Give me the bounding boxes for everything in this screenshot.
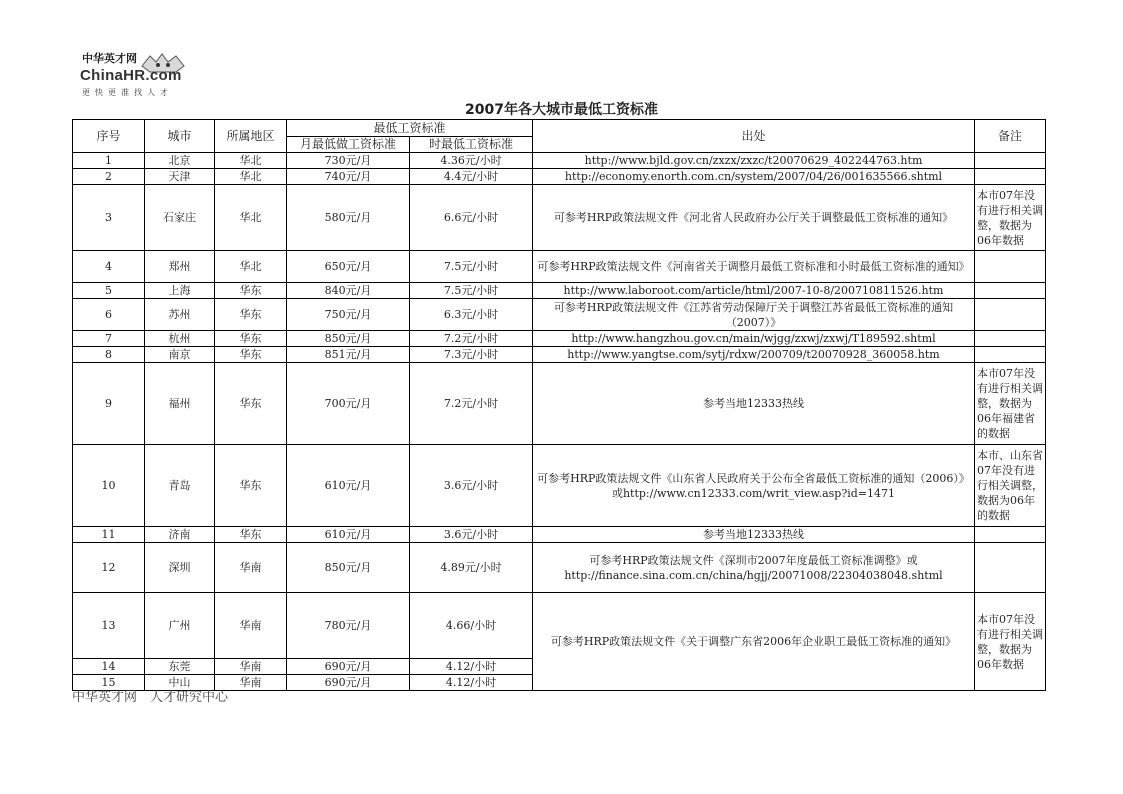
cell-city: 天津 (145, 169, 215, 185)
cell-region: 华东 (215, 527, 287, 543)
chinahr-logo (78, 50, 203, 100)
cell-hourly: 4.12/小时 (410, 659, 533, 675)
header-monthly: 月最低做工资标准 (287, 137, 410, 153)
cell-source: 可参考HRP政策法规文件《江苏省劳动保障厅关于调整江苏省最低工资标准的通知（2007）》 (533, 299, 975, 331)
cell-note (975, 331, 1046, 347)
cell-city: 济南 (145, 527, 215, 543)
cell-source: http://www.hangzhou.gov.cn/main/wjgg/zxwj/zxwj/T189592.shtml (533, 331, 975, 347)
cell-region: 华东 (215, 299, 287, 331)
cell-note (975, 169, 1046, 185)
table-row (73, 251, 1046, 283)
cell-hourly: 3.6元/小时 (410, 445, 533, 527)
cell-city: 青岛 (145, 445, 215, 527)
cell-hourly: 4.4元/小时 (410, 169, 533, 185)
cell-source: http://economy.enorth.com.cn/system/2007/04/26/001635566.shtml (533, 169, 975, 185)
cell-city: 东莞 (145, 659, 215, 675)
cell-region: 华东 (215, 363, 287, 445)
cell-index: 15 (73, 675, 145, 691)
cell-region: 华南 (215, 543, 287, 593)
cell-city: 北京 (145, 153, 215, 169)
cell-region: 华北 (215, 153, 287, 169)
table-row (73, 363, 1046, 445)
cell-region: 华东 (215, 331, 287, 347)
cell-index: 9 (73, 363, 145, 445)
cell-hourly: 3.6元/小时 (410, 527, 533, 543)
table-body (73, 153, 1046, 691)
cell-index: 4 (73, 251, 145, 283)
page-title: 2007年各大城市最低工资标准 (465, 102, 658, 118)
cell-note (975, 347, 1046, 363)
cell-region: 华东 (215, 283, 287, 299)
cell-source: 可参考HRP政策法规文件《山东省人民政府关于公布全省最低工资标准的通知（2006）》或http://www.cn12333.com/writ_view.asp?id=1471 (533, 445, 975, 527)
table-row (73, 347, 1046, 363)
cell-region: 华南 (215, 593, 287, 659)
logo-brand-cn: 中华英才网 (82, 52, 137, 65)
cell-city: 石家庄 (145, 185, 215, 251)
cell-monthly: 650元/月 (287, 251, 410, 283)
cell-note: 本市07年没有进行相关调整，数据为06年福建省的数据 (975, 363, 1046, 445)
cell-city: 中山 (145, 675, 215, 691)
cell-region: 华南 (215, 675, 287, 691)
cell-city: 上海 (145, 283, 215, 299)
cell-hourly: 7.2元/小时 (410, 363, 533, 445)
logo-brand-en: ChinaHR.com (80, 67, 182, 84)
cell-note (975, 527, 1046, 543)
cell-source: 可参考HRP政策法规文件《河北省人民政府办公厅关于调整最低工资标准的通知》 (533, 185, 975, 251)
logo-slogan: 更快更准找人才 (82, 88, 173, 97)
cell-note: 本市、山东省07年没有进行相关调整，数据为06年的数据 (975, 445, 1046, 527)
cell-monthly: 850元/月 (287, 331, 410, 347)
cell-city: 郑州 (145, 251, 215, 283)
table-row (73, 543, 1046, 593)
cell-index: 10 (73, 445, 145, 527)
cell-index: 7 (73, 331, 145, 347)
cell-note: 本市07年没有进行相关调整，数据为06年数据 (975, 593, 1046, 691)
cell-city: 南京 (145, 347, 215, 363)
header-note: 备注 (975, 120, 1046, 153)
cell-region: 华南 (215, 659, 287, 675)
cell-monthly: 780元/月 (287, 593, 410, 659)
cell-index: 12 (73, 543, 145, 593)
cell-source: 参考当地12333热线 (533, 527, 975, 543)
cell-city: 广州 (145, 593, 215, 659)
cell-monthly: 690元/月 (287, 659, 410, 675)
cell-note: 本市07年没有进行相关调整，数据为06年数据 (975, 185, 1046, 251)
cell-source: 参考当地12333热线 (533, 363, 975, 445)
cell-hourly: 4.36元/小时 (410, 153, 533, 169)
table-row (73, 331, 1046, 347)
header-min-wage: 最低工资标准 (287, 120, 533, 137)
cell-source: http://www.laboroot.com/article/html/2007-10-8/200710811526.htm (533, 283, 975, 299)
table-row (73, 185, 1046, 251)
cell-city: 苏州 (145, 299, 215, 331)
cell-index: 5 (73, 283, 145, 299)
cell-hourly: 7.5元/小时 (410, 283, 533, 299)
cell-monthly: 750元/月 (287, 299, 410, 331)
cell-index: 1 (73, 153, 145, 169)
cell-index: 8 (73, 347, 145, 363)
cell-source: 可参考HRP政策法规文件《深圳市2007年度最低工资标准调整》或http://finance.sina.com.cn/china/hgjj/20071008/22304038048.shtml (533, 543, 975, 593)
header-source: 出处 (533, 120, 975, 153)
cell-monthly: 730元/月 (287, 153, 410, 169)
cell-note (975, 299, 1046, 331)
cell-region: 华北 (215, 169, 287, 185)
cell-note (975, 283, 1046, 299)
cell-hourly: 4.89元/小时 (410, 543, 533, 593)
header-index: 序号 (73, 120, 145, 153)
cell-index: 3 (73, 185, 145, 251)
cell-city: 深圳 (145, 543, 215, 593)
cell-hourly: 4.12/小时 (410, 675, 533, 691)
table-row (73, 527, 1046, 543)
cell-note (975, 153, 1046, 169)
header-city: 城市 (145, 120, 215, 153)
cell-note (975, 251, 1046, 283)
cell-hourly: 7.2元/小时 (410, 331, 533, 347)
cell-monthly: 840元/月 (287, 283, 410, 299)
cell-index: 2 (73, 169, 145, 185)
table-row (73, 153, 1046, 169)
table-row (73, 445, 1046, 527)
cell-monthly: 580元/月 (287, 185, 410, 251)
cell-hourly: 6.3元/小时 (410, 299, 533, 331)
table-row (73, 299, 1046, 331)
cell-city: 杭州 (145, 331, 215, 347)
cell-source: 可参考HRP政策法规文件《关于调整广东省2006年企业职工最低工资标准的通知》 (533, 593, 975, 691)
header-hourly: 时最低工资标准 (410, 137, 533, 153)
cell-monthly: 610元/月 (287, 527, 410, 543)
cell-hourly: 7.3元/小时 (410, 347, 533, 363)
cell-hourly: 4.66/小时 (410, 593, 533, 659)
table-row (73, 283, 1046, 299)
cell-source: http://www.yangtse.com/sytj/rdxw/200709/t20070928_360058.htm (533, 347, 975, 363)
cell-hourly: 6.6元/小时 (410, 185, 533, 251)
cell-region: 华东 (215, 347, 287, 363)
cell-monthly: 610元/月 (287, 445, 410, 527)
cell-city: 福州 (145, 363, 215, 445)
cell-region: 华北 (215, 185, 287, 251)
cell-monthly: 700元/月 (287, 363, 410, 445)
cell-index: 11 (73, 527, 145, 543)
cell-monthly: 740元/月 (287, 169, 410, 185)
cell-hourly: 7.5元/小时 (410, 251, 533, 283)
cell-note (975, 543, 1046, 593)
table-row (73, 169, 1046, 185)
cell-source: 可参考HRP政策法规文件《河南省关于调整月最低工资标准和小时最低工资标准的通知》 (533, 251, 975, 283)
cell-index: 6 (73, 299, 145, 331)
footer-watermark: 中华英才网 人才研究中心 (72, 690, 229, 705)
header-region: 所属地区 (215, 120, 287, 153)
cell-index: 14 (73, 659, 145, 675)
cell-monthly: 690元/月 (287, 675, 410, 691)
cell-monthly: 851元/月 (287, 347, 410, 363)
cell-monthly: 850元/月 (287, 543, 410, 593)
cell-index: 13 (73, 593, 145, 659)
table-row (73, 593, 1046, 659)
cell-source: http://www.bjld.gov.cn/zxzx/zxzc/t20070629_402244763.htm (533, 153, 975, 169)
wage-table (72, 119, 1046, 691)
cell-region: 华东 (215, 445, 287, 527)
cell-region: 华北 (215, 251, 287, 283)
